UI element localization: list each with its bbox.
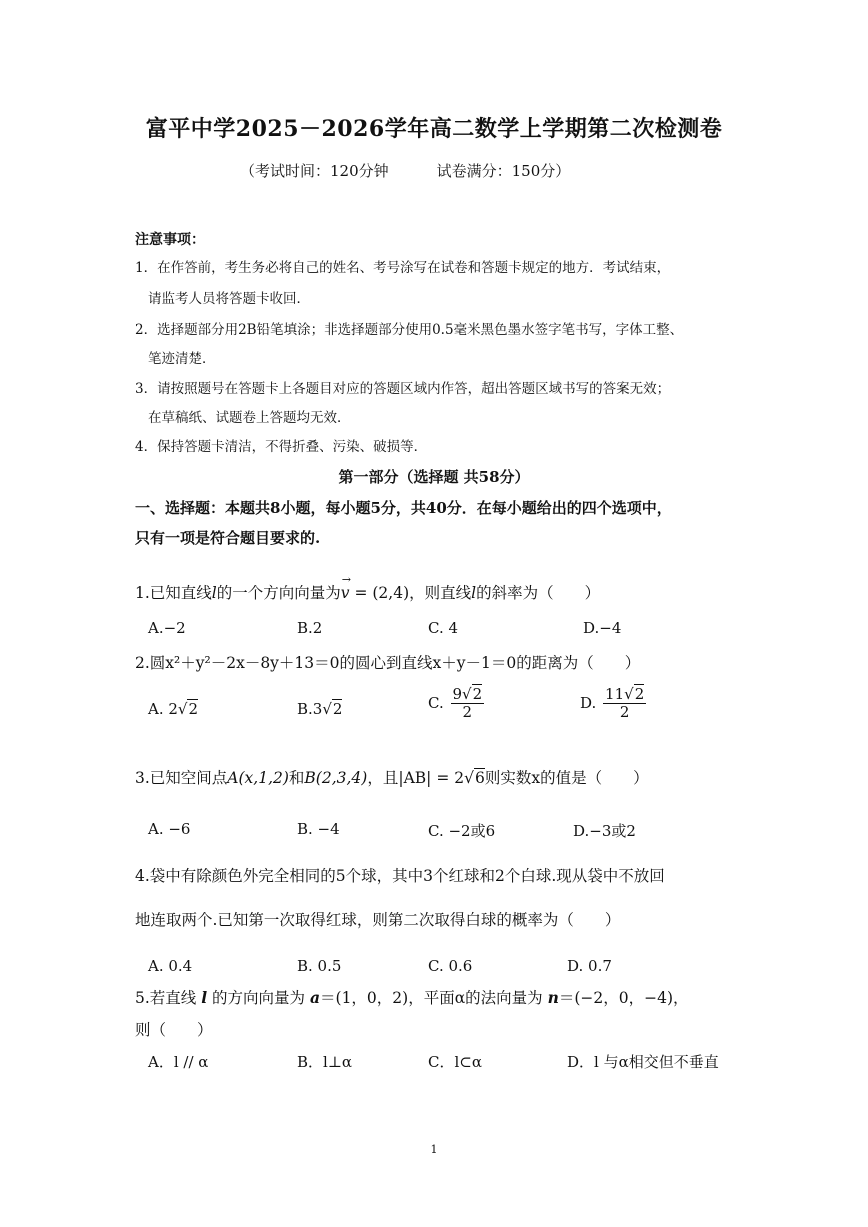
question-3-stem: 3.已知空间点A(x,1,2)和B(2,3,4)，且|AB| = 2√6则实数x的值是（ ） (135, 769, 649, 787)
q3-option-a: A. −6 (148, 820, 191, 838)
q3-option-c: C. −2或6 (428, 822, 496, 840)
notice-item-2: 2．选择题部分用2B铅笔填涂；非选择题部分使用0.5毫米黑色墨水签字笔书写，字体工整、 (135, 322, 684, 338)
notice-heading: 注意事项： (135, 232, 205, 248)
q4-option-c: C. 0.6 (428, 957, 473, 975)
q1-option-c: C. 4 (428, 619, 459, 637)
question-5-stem-line-2: 则（ ） (135, 1021, 213, 1039)
exam-subtitle (240, 160, 570, 181)
notice-item-4: 4．保持答题卡清洁，不得折叠、污染、破损等． (135, 439, 428, 455)
notice-item-2-cont: 笔迹清楚． (148, 351, 216, 367)
q3-option-d: D.−3或2 (573, 822, 636, 840)
q3-option-b: B. −4 (297, 820, 340, 838)
q1-option-b: B.2 (297, 619, 323, 637)
q2-option-d: D. $\frac{11√2}{2}$ (580, 685, 645, 722)
notice-item-3: 3．请按照题号在答题卡上各题目对应的答题区域内作答，超出答题区域书写的答案无效； (135, 381, 671, 397)
q1-option-a: A.−2 (148, 619, 186, 637)
notice-item-3-cont: 在草稿纸、试题卷上答题均无效． (148, 410, 351, 426)
exam-score: 试卷满分：150分） (436, 162, 571, 180)
notice-item-1-cont: 请监考人员将答题卡收回． (148, 291, 310, 307)
q4-option-b: B. 0.5 (297, 957, 342, 975)
q5-option-b: B．l⊥α (297, 1053, 353, 1071)
question-4-stem-line-1: 4.袋中有除颜色外完全相同的5个球，其中3个红球和2个白球.现从袋中不放回 (135, 867, 665, 885)
q4-option-d: D. 0.7 (567, 957, 612, 975)
vector-v: → v (340, 573, 351, 602)
question-1-stem: 1.已知直线l的一个方向向量为 → v = (2,4)，则直线l的斜率为（ ） (135, 573, 601, 602)
question-2-stem: 2.圆x²＋y²－2x－8y＋13＝0的圆心到直线x＋y－1＝0的距离为（ ） (135, 654, 641, 672)
q2-option-c: C. $\frac{9√2}{2}$ (428, 685, 483, 722)
q5-option-d: D．l 与α相交但不垂直 (567, 1053, 719, 1071)
q5-option-c: C．l⊂α (428, 1053, 482, 1071)
question-4-stem-line-2: 地连取两个.已知第一次取得红球，则第二次取得白球的概率为（ ） (135, 911, 621, 929)
q5-option-a: A．l // α (148, 1053, 209, 1071)
q4-option-a: A. 0.4 (148, 957, 193, 975)
exam-time: （考试时间：120分钟 (240, 162, 389, 180)
q2-option-a: A. 2√2 (148, 700, 199, 718)
notice-item-1: 1．在作答前，考生务必将自己的姓名、考号涂写在试卷和答题卡规定的地方．考试结束， (135, 260, 671, 276)
q2-option-b: B.3√2 (297, 700, 343, 718)
exam-title: 富平中学2025－2026学年高二数学上学期第二次检测卷 (145, 116, 723, 142)
question-5-stem-line-1: 5.若直线 l 的方向向量为 a＝(1，0，2)，平面α的法向量为 n＝(−2，0，−4)， (135, 988, 689, 1007)
q1-option-d: D.−4 (583, 619, 622, 637)
section-heading-line-2: 只有一项是符合题目要求的. (135, 529, 321, 547)
section-heading-line-1: 一、选择题：本题共8小题，每小题5分，共40分．在每小题给出的四个选项中， (135, 499, 672, 517)
page-number: 1 (430, 1143, 438, 1156)
part-one-heading: 第一部分（选择题 共58分） (338, 468, 530, 486)
